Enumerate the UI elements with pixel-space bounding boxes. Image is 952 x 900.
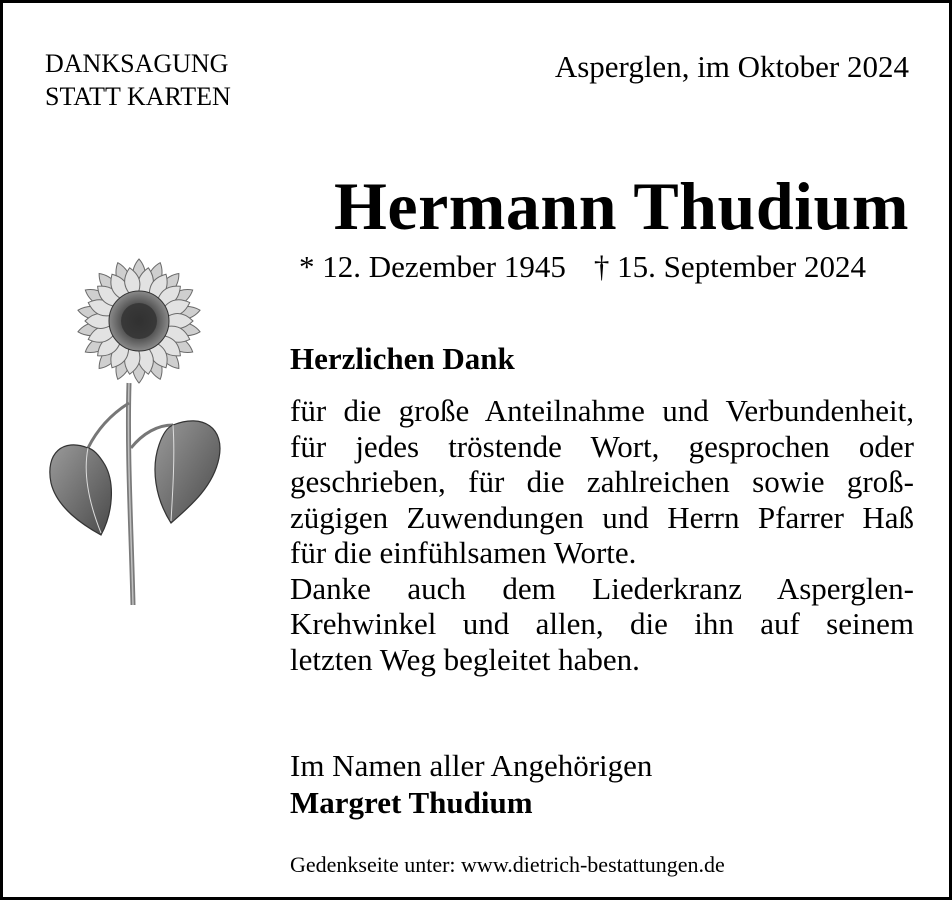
life-dates [299,249,866,285]
signoff-line: Im Namen aller Angehörigen [290,748,653,783]
message-line: für die große Anteilnahme und Verbundenheit, [290,393,914,428]
sunflower-icon [43,233,233,613]
notice-type-line1: DANKSAGUNG [45,49,229,78]
birth-date: * 12. Dezember 1945 [299,249,566,284]
message-block [290,341,914,677]
message-line: letzten Weg begleitet haben. [290,641,640,677]
message-body [290,393,914,677]
notice-type [45,47,231,113]
death-date: † 15. September 2024 [593,249,866,284]
message-line: zügigen Zuwendungen und Herrn Pfarrer Haß [290,499,914,535]
memorial-page-link[interactable]: Gedenkseite unter: www.dietrich-bestattungen.de [290,852,725,877]
message-line: geschrieben, für die zahlreichen sowie groß- [290,464,914,499]
message-line: für die einfühlsamen Worte. [290,535,637,570]
message-line: für jedes tröstende Wort, gesprochen oder [290,428,914,464]
signer-name: Margret Thudium [290,785,533,820]
message-heading: Herzlichen Dank [290,341,515,376]
notice-type-line2: STATT KARTEN [45,82,231,111]
message-line: Danke auch dem Liederkranz Asperglen- [290,570,914,606]
place-date: Asperglen, im Oktober 2024 [554,49,909,84]
deceased-name: Hermann Thudium [334,168,909,244]
message-line: Krehwinkel und allen, die ihn auf seinem [290,606,914,641]
signoff [290,747,652,821]
